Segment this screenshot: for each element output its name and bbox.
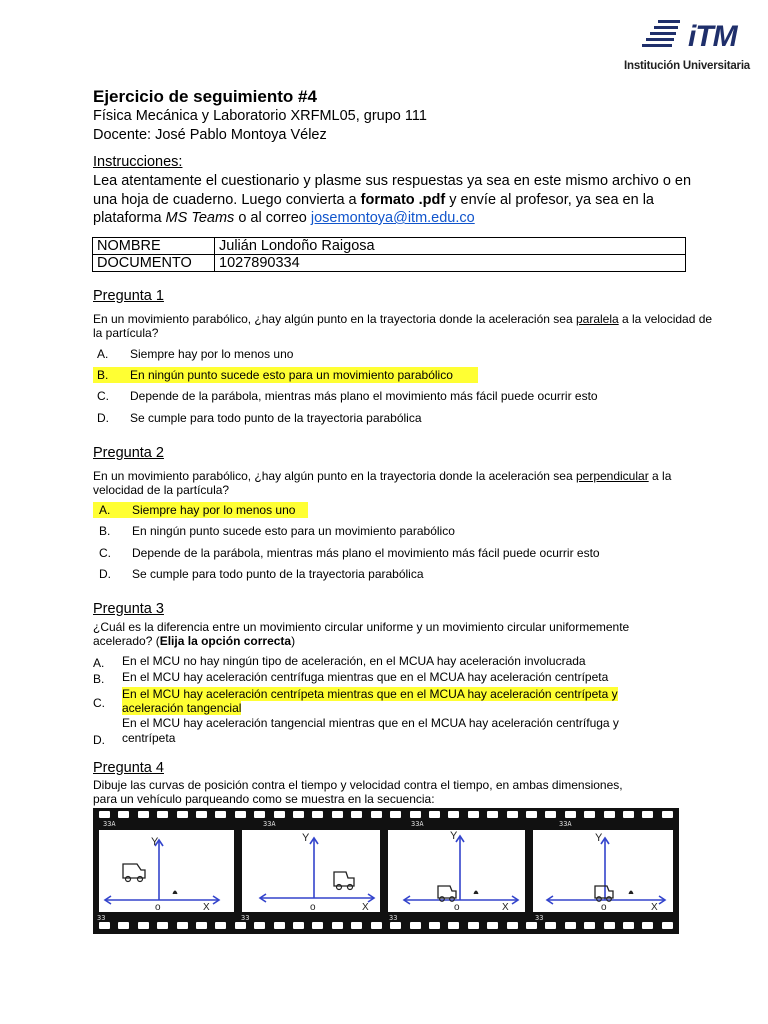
option-text-line-1: En el MCU hay aceleración centrípeta mientras que en el MCUA hay aceleración centrípeta y xyxy=(122,687,618,701)
film-perforations-bottom xyxy=(99,922,673,930)
y-axis-label: Y xyxy=(595,832,603,844)
option-text-line-1: En el MCU hay aceleración tangencial mientras que en el MCUA hay aceleración centrífuga y xyxy=(122,716,619,730)
q4-heading: Pregunta 4 xyxy=(93,760,164,776)
film-frame-1 xyxy=(99,830,234,912)
q3-text-start: ¿Cuál es la diferencia entre un movimiento circular uniforme y un movimiento circular uniformemente acelerado? ( xyxy=(93,620,630,648)
q3-heading: Pregunta 3 xyxy=(93,601,164,617)
q3-text-end: ) xyxy=(291,634,296,648)
frame-3-sketch xyxy=(388,830,525,912)
q4-text-line-2: para un vehículo parqueando como se muestra en la secuencia: xyxy=(93,792,435,806)
option-letter: C. xyxy=(97,389,109,403)
instructions-heading: Instrucciones: xyxy=(93,154,183,170)
option-text: Se cumple para todo punto de la trayectoria parabólica xyxy=(130,411,422,425)
page-title: Ejercicio de seguimiento #4 xyxy=(93,87,317,106)
film-label: 33 xyxy=(389,914,398,922)
name-label: NOMBRE xyxy=(93,238,215,255)
x-axis-label: X xyxy=(651,902,658,913)
q1-option-b[interactable] xyxy=(93,367,478,383)
parking-sequence-filmstrip xyxy=(93,808,679,934)
origin-label: o xyxy=(454,902,460,913)
option-text: Se cumple para todo punto de la trayectoria parabólica xyxy=(132,567,424,581)
film-frame-2 xyxy=(242,830,380,912)
option-letter: A. xyxy=(97,347,109,361)
instructions-part-1: Lea atentamente el cuestionario y plasme sus respuestas ya sea en este mismo archivo o en una hoja de cuaderno. Luego convierta a xyxy=(93,173,692,208)
instructions-part-3: o al correo xyxy=(234,210,311,226)
film-label: 33A xyxy=(411,820,424,828)
y-axis-label: Y xyxy=(450,830,458,842)
film-label: 33A xyxy=(103,820,116,828)
origin-label: o xyxy=(601,902,607,913)
origin-label: o xyxy=(155,902,161,913)
frame-2-sketch xyxy=(242,830,380,912)
option-letter: B. xyxy=(93,672,105,686)
q1-option-a[interactable] xyxy=(97,346,597,362)
option-text: En ningún punto sucede esto para un movimiento parabólico xyxy=(130,368,453,382)
option-letter: A. xyxy=(93,656,105,670)
q1-heading: Pregunta 1 xyxy=(93,288,164,304)
option-text-line-2: centrípeta xyxy=(122,731,176,745)
itm-logo xyxy=(624,12,751,74)
option-letter: B. xyxy=(97,368,109,382)
logo-stripes-icon xyxy=(640,18,686,52)
option-text: Depende de la parábola, mientras más plano el movimiento más fácil puede ocurrir esto xyxy=(130,389,598,403)
film-perforations-top xyxy=(99,811,673,819)
frame-1-sketch xyxy=(99,830,234,912)
instructions-format: formato .pdf xyxy=(360,191,446,208)
email-link[interactable]: josemontoya@itm.edu.co xyxy=(310,210,475,226)
q3-option-d[interactable] xyxy=(93,716,663,748)
q4-text-line-1: Dibuje las curvas de posición contra el tiempo y velocidad contra el tiempo, en ambas dimensiones, xyxy=(93,778,623,792)
y-axis-label: Y xyxy=(151,836,159,848)
q2-text-start: En un movimiento parabólico, ¿hay algún punto en la trayectoria donde la aceleración sea xyxy=(93,469,576,483)
option-letter: D. xyxy=(99,567,111,581)
q2-text-end: a la velocidad de la partícula? xyxy=(93,469,672,497)
q2-heading: Pregunta 2 xyxy=(93,445,164,461)
q1-text-start: En un movimiento parabólico, ¿hay algún punto en la trayectoria donde la aceleración sea xyxy=(93,312,576,326)
film-frame-4 xyxy=(533,830,673,912)
instructions-part-2: y envíe al profesor, ya sea en la plataforma xyxy=(93,191,654,226)
document-label: DOCUMENTO xyxy=(93,255,215,272)
option-letter: D. xyxy=(93,733,105,747)
option-letter: A. xyxy=(99,503,111,517)
option-text: En el MCU hay aceleración centrífuga mientras que en el MCUA hay aceleración centrípeta xyxy=(122,670,609,684)
q2-option-b[interactable] xyxy=(99,523,599,539)
q2-option-c[interactable] xyxy=(99,545,659,561)
q2-option-d[interactable] xyxy=(99,566,599,582)
y-axis-label: Y xyxy=(302,832,310,844)
option-letter: B. xyxy=(99,524,111,538)
option-letter: C. xyxy=(93,696,105,710)
table-row xyxy=(93,255,686,272)
option-text: En el MCU no hay ningún tipo de aceleración, en el MCUA hay aceleración involucrada xyxy=(122,654,586,668)
q3-text-bold: Elija la opción correcta xyxy=(159,634,292,648)
frame-4-sketch xyxy=(533,830,673,912)
option-text: Siempre hay por lo menos uno xyxy=(130,347,294,361)
option-text: Depende de la parábola, mientras más plano el movimiento más fácil puede ocurrir esto xyxy=(132,546,600,560)
film-label: 33 xyxy=(535,914,544,922)
film-label: 33A xyxy=(263,820,276,828)
option-text: Siempre hay por lo menos uno xyxy=(132,503,296,517)
student-info-table xyxy=(92,237,686,272)
name-value[interactable]: Julián Londoño Raigosa xyxy=(215,238,686,255)
q3-option-b[interactable] xyxy=(93,669,653,685)
q2-text xyxy=(93,469,723,497)
q1-option-d[interactable] xyxy=(97,410,597,426)
q1-option-c[interactable] xyxy=(97,388,657,404)
x-axis-label: X xyxy=(203,902,210,913)
option-letter: D. xyxy=(97,411,109,425)
q4-text xyxy=(93,778,693,806)
institution-name: Institución Universitaria xyxy=(624,60,751,72)
q2-text-underlined: perpendicular xyxy=(575,469,649,483)
logo-wordmark: iTM xyxy=(688,20,737,53)
teacher-name: Docente: José Pablo Montoya Vélez xyxy=(93,127,327,143)
q1-text-underlined: paralela xyxy=(575,312,619,326)
q3-option-a[interactable] xyxy=(93,653,653,669)
q2-option-a[interactable] xyxy=(93,502,308,518)
option-letter: C. xyxy=(99,546,111,560)
document-value[interactable]: 1027890334 xyxy=(215,255,686,272)
option-text-line-2: aceleración tangencial xyxy=(122,701,242,715)
option-text: En ningún punto sucede esto para un movimiento parabólico xyxy=(132,524,455,538)
film-label: 33 xyxy=(241,914,250,922)
q1-text-end: a la velocidad de la partícula? xyxy=(93,312,713,340)
origin-label: o xyxy=(310,902,316,913)
x-axis-label: X xyxy=(502,902,509,913)
instructions-text xyxy=(93,172,693,228)
q3-option-c[interactable] xyxy=(93,687,663,719)
q3-text xyxy=(93,620,683,648)
x-axis-label: X xyxy=(362,902,369,913)
q1-text xyxy=(93,312,723,340)
course-name: Física Mecánica y Laboratorio XRFML05, grupo 111 xyxy=(93,108,427,124)
film-frame-3 xyxy=(388,830,525,912)
table-row xyxy=(93,238,686,255)
film-label: 33 xyxy=(97,914,106,922)
film-label: 33A xyxy=(559,820,572,828)
instructions-platform: MS Teams xyxy=(165,210,235,226)
